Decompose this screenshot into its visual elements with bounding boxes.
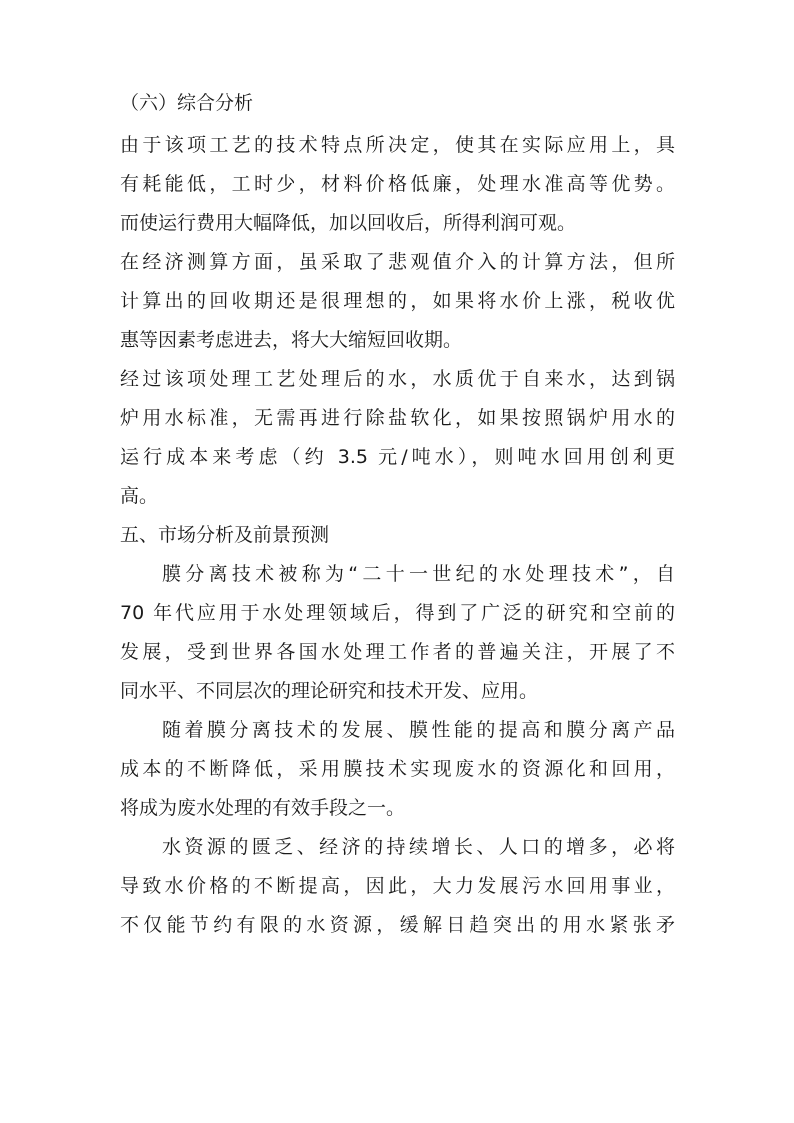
paragraph-line: 经过该项处理工艺处理后的水，水质优于自来水，达到锅	[120, 368, 675, 390]
paragraph-line: 发展，受到世界各国水处理工作者的普遍关注，开展了不	[120, 641, 675, 663]
paragraph-line: 而使运行费用大幅降低，加以回收后，所得利润可观。	[120, 212, 577, 234]
paragraph-line: 水资源的匮乏、经济的持续增长、人口的增多，必将	[162, 836, 675, 858]
paragraph-line: 运行成本来考虑（约 3.5 元/吨水），则吨水回用创利更	[120, 446, 675, 468]
paragraph-line: 有耗能低，工时少，材料价格低廉，处理水准高等优势。	[120, 173, 675, 195]
section-heading-comprehensive-analysis: （六）综合分析	[120, 92, 254, 114]
paragraph-line: 高。	[120, 485, 159, 507]
paragraph-line: 导致水价格的不断提高，因此，大力发展污水回用事业，	[120, 875, 675, 897]
paragraph-line: 在经济测算方面，虽采取了悲观值介入的计算方法，但所	[120, 251, 675, 273]
paragraph-line: 计算出的回收期还是很理想的，如果将水价上涨，税收优	[120, 290, 675, 312]
paragraph-line: 惠等因素考虑进去，将大大缩短回收期。	[120, 329, 463, 351]
paragraph-line: 炉用水标准，无需再进行除盐软化，如果按照锅炉用水的	[120, 407, 675, 429]
section-heading-market-analysis: 五、市场分析及前景预测	[120, 524, 330, 546]
paragraph-line: 70 年代应用于水处理领域后，得到了广泛的研究和空前的	[120, 602, 675, 624]
paragraph-line: 由于该项工艺的技术特点所决定，使其在实际应用上，具	[120, 134, 675, 156]
paragraph-line: 随着膜分离技术的发展、膜性能的提高和膜分离产品	[162, 719, 675, 741]
paragraph-line: 成本的不断降低，采用膜技术实现废水的资源化和回用，	[120, 758, 675, 780]
paragraph-line: 将成为废水处理的有效手段之一。	[120, 797, 406, 819]
paragraph-line: 同水平、不同层次的理论研究和技术开发、应用。	[120, 680, 539, 702]
paragraph-line: 膜分离技术被称为“二十一世纪的水处理技术”，自	[162, 563, 675, 585]
paragraph-line: 不仅能节约有限的水资源，缓解日趋突出的用水紧张矛	[120, 914, 675, 936]
